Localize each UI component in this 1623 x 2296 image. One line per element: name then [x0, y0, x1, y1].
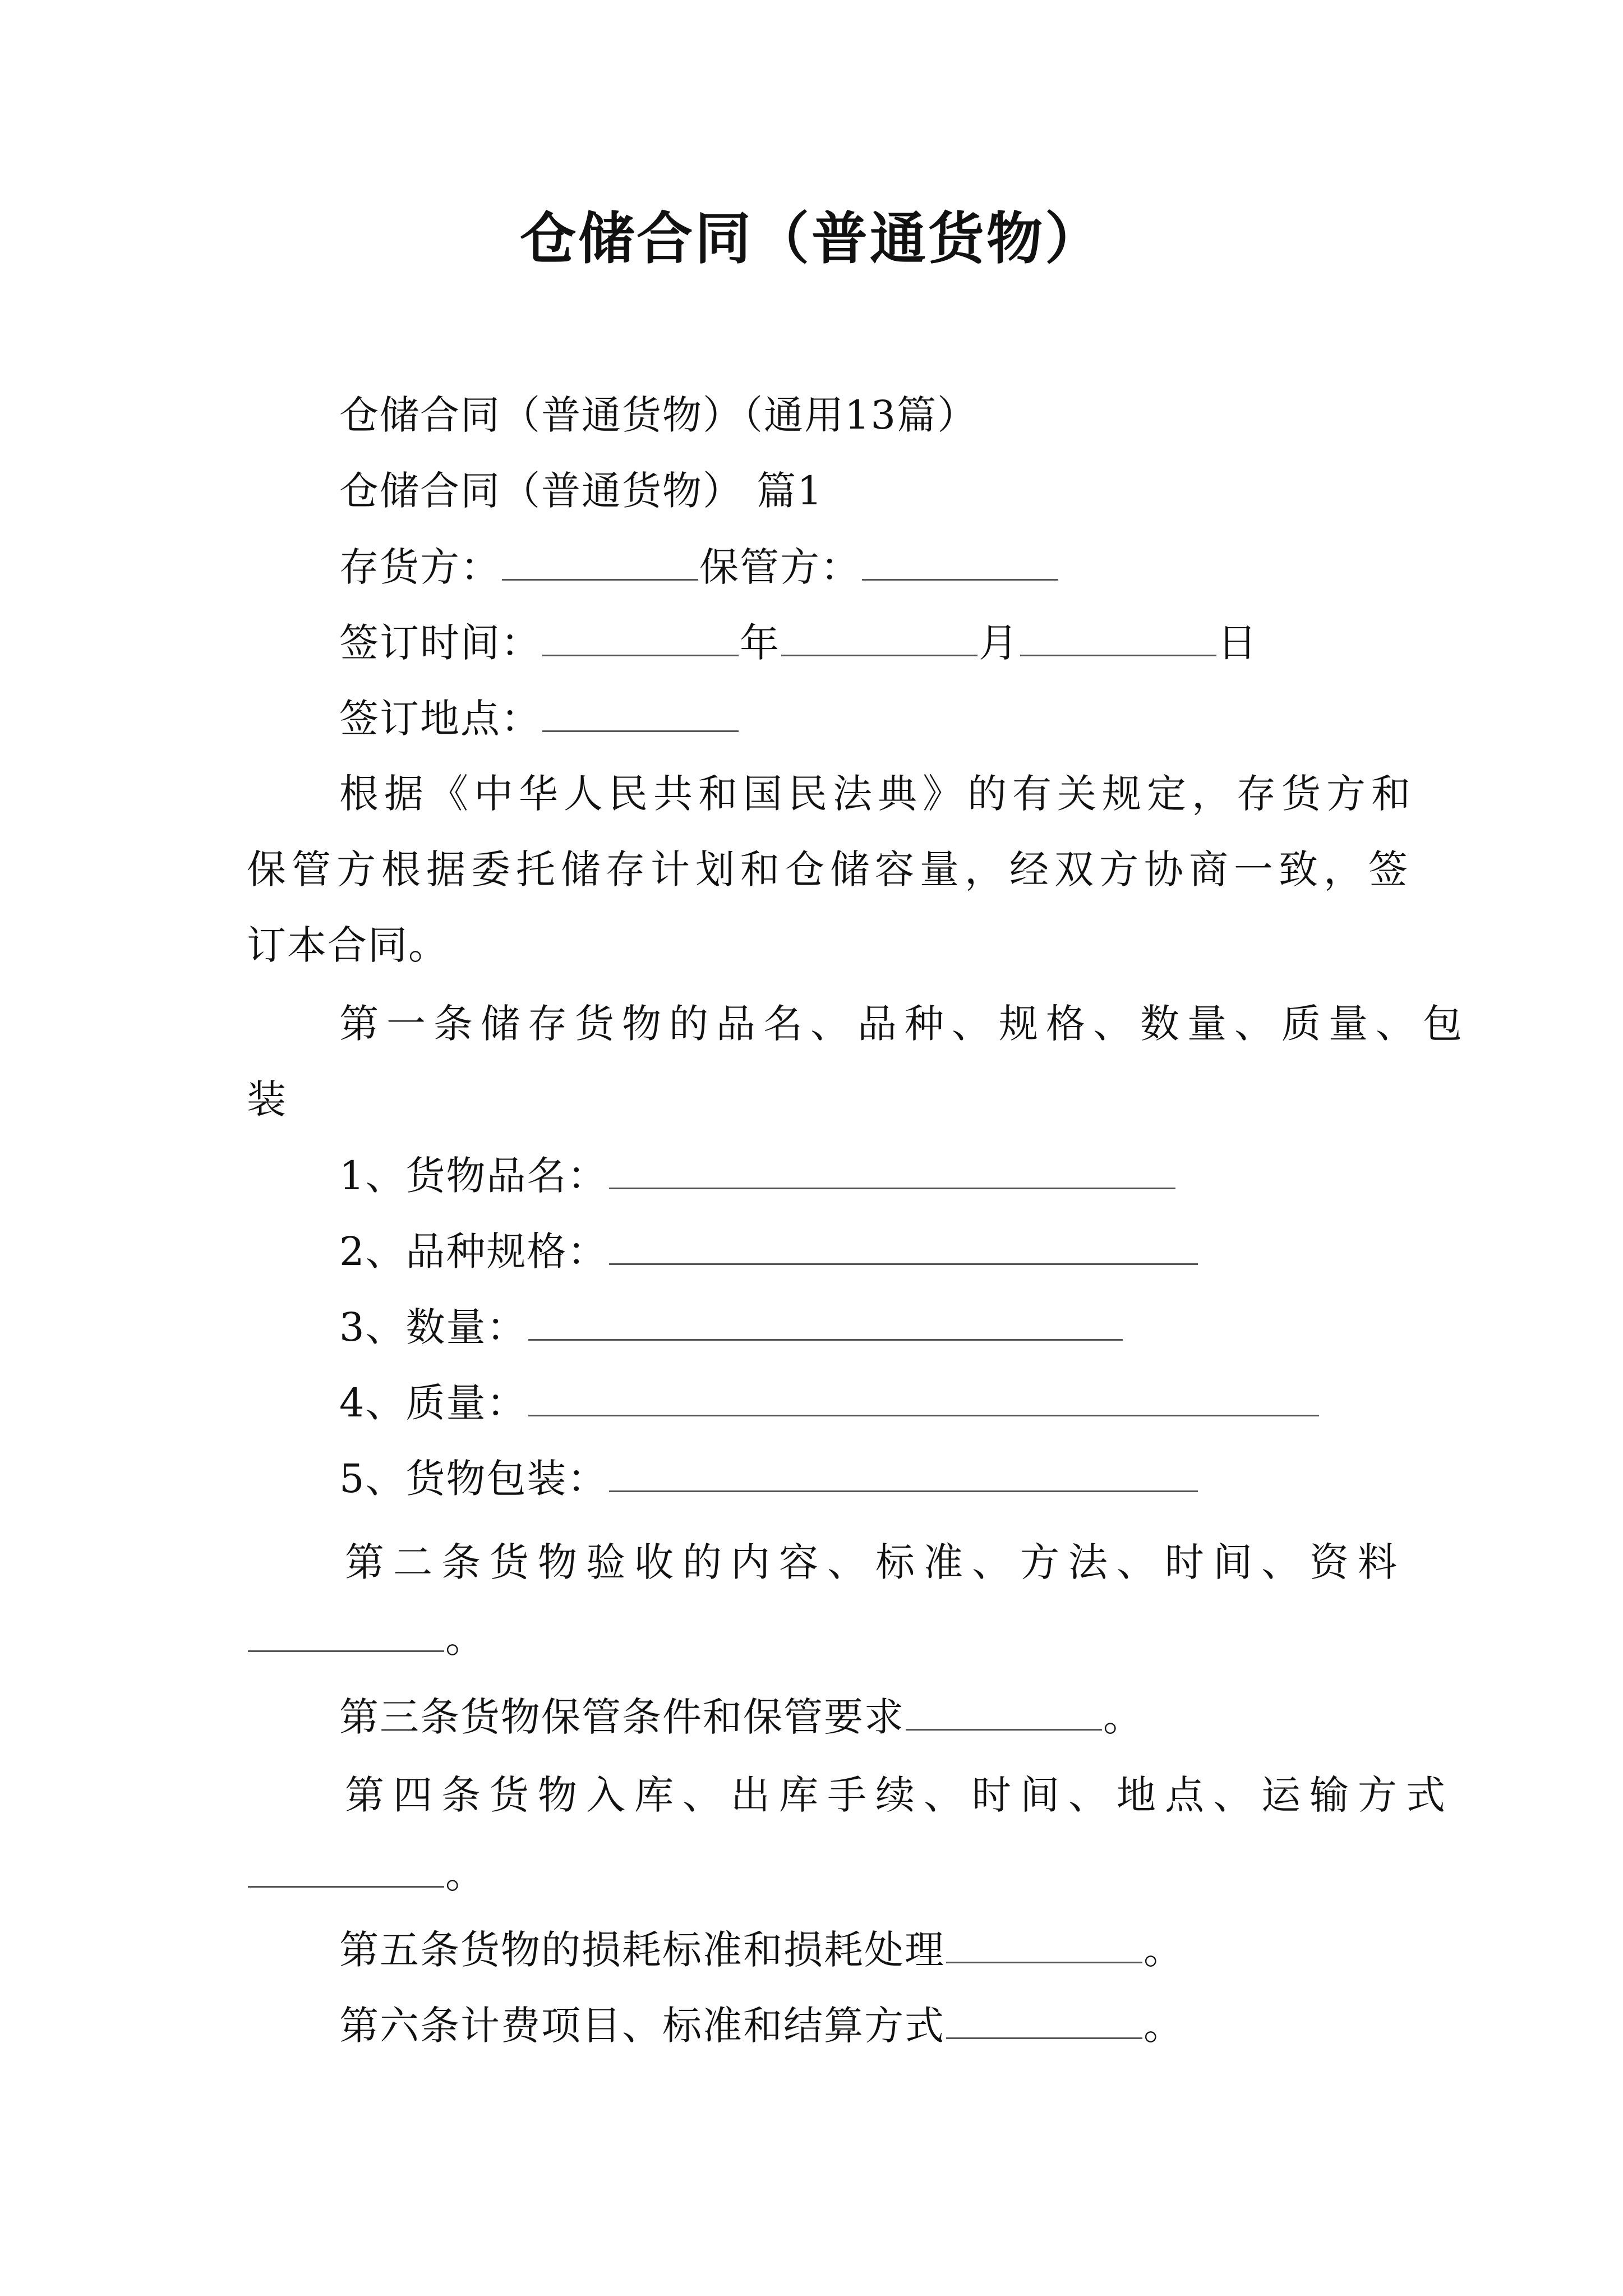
- preamble-line-3: 订本合同。: [247, 922, 449, 968]
- item-blank: [609, 1147, 1175, 1189]
- depositor-blank: [502, 539, 698, 581]
- preamble-line-2: 保管方根据委托储存计划和仓储容量，经双方协商一致，签: [247, 846, 1413, 892]
- signing-place-blank: [542, 690, 739, 732]
- year-label: 年: [740, 620, 780, 666]
- article5-end: 。: [1144, 1927, 1184, 1973]
- article4-blank: [248, 1846, 444, 1888]
- article4-line-1: 第四条货物入库、出库手续、时间、地点、运输方式: [345, 1772, 1454, 1818]
- item-blank: [528, 1299, 1123, 1341]
- keeper-blank: [862, 539, 1058, 581]
- article1-item-3: [339, 1299, 1124, 1355]
- article5-text: 第五条货物的损耗标准和损耗处理: [339, 1927, 945, 1973]
- item-label: 4、质量：: [339, 1380, 527, 1426]
- article1-item-1: [339, 1147, 1177, 1204]
- article1-line-2: 装: [247, 1076, 287, 1122]
- article1-line-1: 第一条储存货物的品名、品种、规格、数量、质量、包: [339, 1001, 1470, 1047]
- item-label: 2、品种规格：: [339, 1228, 608, 1274]
- article2-line-1: 第二条货物验收的内容、标准、方法、时间、资料: [345, 1539, 1406, 1585]
- article2-line-2: [247, 1610, 486, 1667]
- item-blank: [609, 1223, 1198, 1265]
- article1-item-4: [339, 1374, 1320, 1431]
- item-blank: [609, 1450, 1198, 1492]
- article3-end: 。: [1103, 1694, 1144, 1740]
- item-blank: [528, 1374, 1319, 1416]
- signing-time-line: [339, 614, 1258, 671]
- month-label: 月: [979, 620, 1019, 666]
- preamble-line-1: 根据《中华人民共和国民法典》的有关规定，存货方和: [339, 771, 1416, 817]
- month-blank: [781, 614, 978, 656]
- year-blank: [542, 614, 739, 656]
- article4-end: 。: [445, 1851, 486, 1897]
- parties-line: [339, 539, 1059, 595]
- document-subtitle: 仓储合同（普通货物）（通用13篇）: [339, 392, 978, 438]
- article6-text: 第六条计费项目、标准和结算方式: [339, 2003, 945, 2049]
- day-label: 日: [1218, 620, 1258, 666]
- day-blank: [1020, 614, 1216, 656]
- signing-place-label: 签订地点：: [339, 696, 541, 742]
- article4-line-2: [247, 1846, 486, 1902]
- article6-blank: [946, 1997, 1142, 2039]
- document-title: 仓储合同（普通货物）: [520, 205, 1103, 272]
- article6-line: [339, 1997, 1184, 2054]
- section-heading: 仓储合同（普通货物） 篇1: [339, 468, 823, 514]
- item-label: 1、货物品名：: [339, 1153, 608, 1199]
- article3-text: 第三条货物保管条件和保管要求: [339, 1694, 905, 1740]
- article2-end: 。: [445, 1616, 486, 1662]
- keeper-label: 保管方：: [699, 544, 861, 590]
- article1-item-5: [339, 1450, 1199, 1507]
- depositor-label: 存货方：: [339, 544, 501, 590]
- article3-blank: [906, 1688, 1102, 1731]
- item-label: 5、货物包装：: [339, 1456, 608, 1502]
- article3-line: [339, 1688, 1144, 1745]
- article1-item-2: [339, 1223, 1199, 1280]
- article6-end: 。: [1144, 2003, 1184, 2049]
- signing-place-line: [339, 690, 740, 747]
- signing-time-label: 签订时间：: [339, 620, 541, 666]
- article2-blank: [248, 1610, 444, 1652]
- article5-line: [339, 1921, 1184, 1978]
- item-label: 3、数量：: [339, 1304, 527, 1350]
- article5-blank: [946, 1921, 1142, 1963]
